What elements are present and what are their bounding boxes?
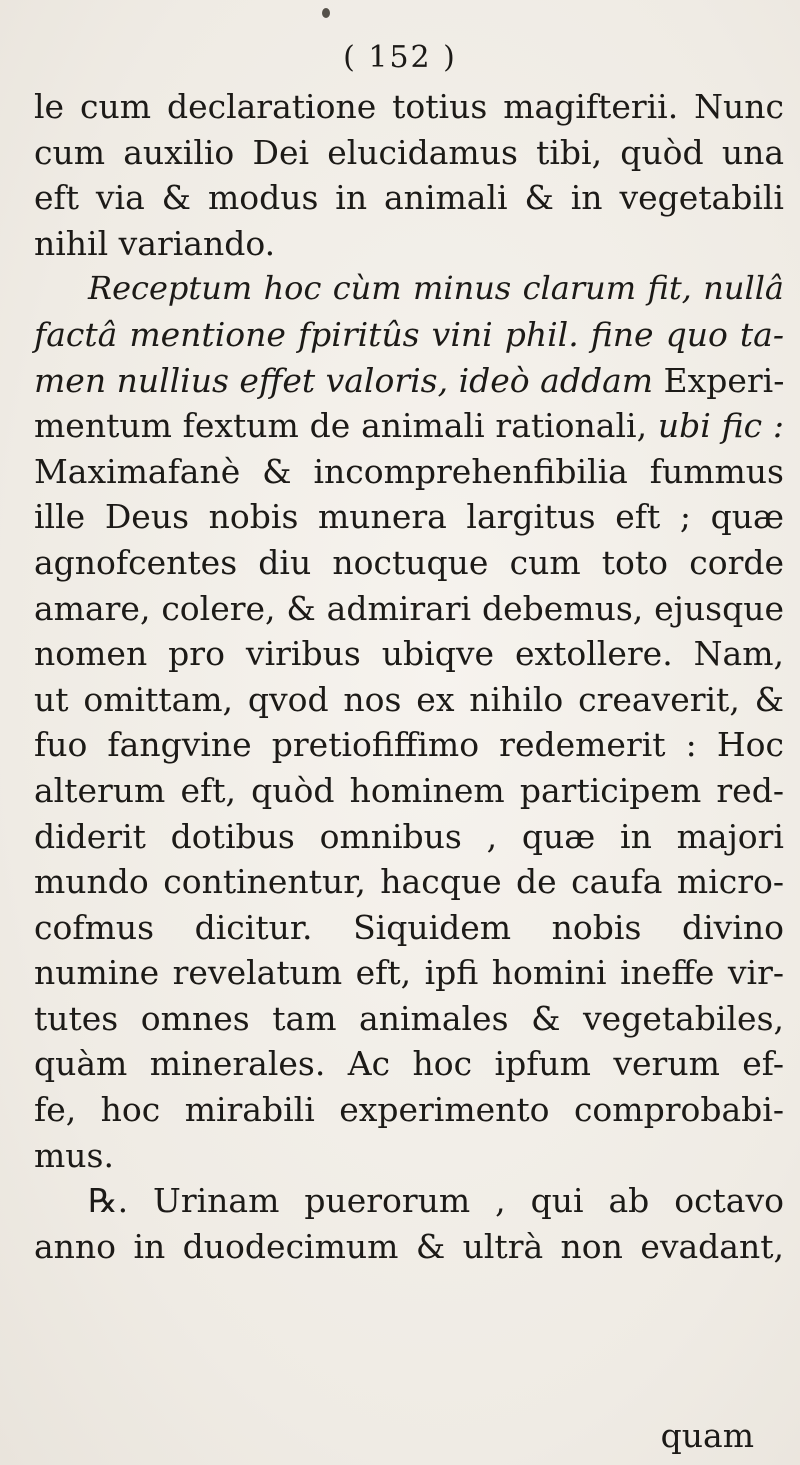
ink-blot [322,8,330,18]
text-line [34,403,784,449]
catchword: quam [660,1416,754,1455]
text-line: le cum declaratione totius magifterii. Nunc [34,87,784,126]
text-line: diderit dotibus omnibus , quæ in majori [34,816,784,856]
text-line: cofmus dicitur. Siquidem nobis divino [34,907,784,947]
text-line: fe, hoc mirabili experimento comprobabi- [34,1090,784,1130]
text-line: quàm minerales. Ac hoc ipfum verum ef- [34,1044,784,1084]
text-line: Receptum hoc cùm minus clarum fit, nullâ [88,269,784,308]
text-line: mundo continentur, hacque de caufa micro- [34,862,784,902]
text-line: eft via & modus in animali & in vegetabili [34,178,784,218]
text-line: anno in duodecimum & ultrà non evadant, [34,1226,784,1266]
body-text [34,84,784,1269]
text-line: numine revelatum eft, ipfi homini ineffe vir- [34,953,784,993]
text-line: ut omittam, qvod nos ex nihilo creaverit, & [34,679,784,719]
roman-span: Experi- [653,360,785,400]
italic-span: ubi fic : [657,406,785,446]
text-line: factâ mentione fpiritûs vini phil. fine quo ta- [34,314,784,354]
text-line: fuo fangvine pretiofiffimo redemerit : Hoc [34,725,784,765]
text-line: ℞. Urinam puerorum , qui ab octavo [88,1181,784,1221]
text-line: nihil variando. [34,223,276,263]
italic-span: men nullius effet valoris, ideò addam [34,360,654,400]
text-line: ille Deus nobis munera largitus eft ; quæ [34,497,784,537]
text-line: agnofcentes diu noctuque cum toto corde [34,542,784,582]
text-line: cum auxilio Dei elucidamus tibi, quòd una [34,132,784,172]
text-line: amare, colere, & admirari debemus, ejusque [34,588,784,628]
text-line: nomen pro viribus ubiqve extollere. Nam, [34,634,784,674]
text-line [34,358,784,404]
roman-span: mentum fextum de animali rationali, [34,406,658,446]
text-line: alterum eft, quòd hominem participem red- [34,770,784,810]
text-line: Maximafanè & incomprehenfibilia fummus [34,451,784,491]
page-number: ( 152 ) [343,40,457,75]
text-line: mus. [34,1135,114,1175]
text-line: tutes omnes tam animales & vegetabiles, [34,998,784,1038]
